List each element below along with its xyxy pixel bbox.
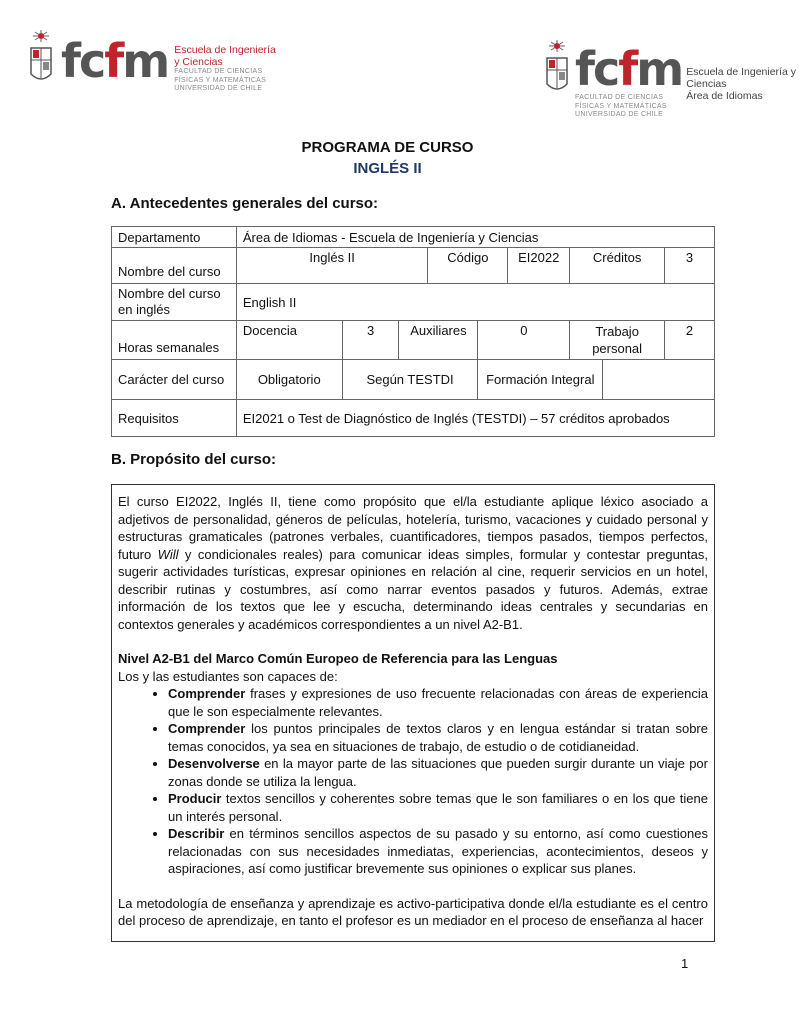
row-nombre-ingles [112,284,715,321]
faculty-line2: FÍSICAS Y MATEMÁTICAS [575,102,667,110]
label-docencia: Docencia [236,321,342,360]
value-codigo: EI2022 [508,248,570,284]
row-requisitos [112,400,715,437]
list-item: • Describir en términos sencillos aspectos de su pasado y su entorno, así como cuestiones relacionadas con sus necesidades inmediatas, experiencias, acontecimientos, deseos y aspiraciones, así como justificar brevemente sus opiniones o explicar sus planes. [168,825,708,878]
fcfm-wordmark: fcfm [61,34,169,88]
course-info-table [111,226,715,437]
university-crest-icon [27,28,55,92]
university-crest-icon [543,38,571,102]
value-formacion-integral: Formación Integral [478,360,603,400]
purpose-box [111,484,715,942]
methodology-paragraph: La metodología de enseñanza y aprendizaje es activo-participativa donde el/la estudiante es el centro del proceso de aprendizaje, en tanto el profesor es un mediador en el proceso de enseñanza al hacer [118,895,708,928]
right-logo [543,38,800,120]
value-nombre-ingles: English II [236,284,714,321]
value-obligatorio: Obligatorio [236,360,342,400]
section-b-heading: B. Propósito del curso: [111,451,277,468]
label-departamento: Departamento [112,227,237,248]
label-nombre-ingles: Nombre del curso en inglés [112,284,237,321]
label-horas: Horas semanales [112,321,237,360]
fcfm-wordmark: fcfm [575,42,683,96]
document-title: PROGRAMA DE CURSO [301,139,474,156]
faculty-line3: UNIVERSIDAD DE CHILE [575,111,664,118]
label-requisitos: Requisitos [112,400,237,437]
value-requisitos: EI2021 o Test de Diagnóstico de Inglés (TESTDI) – 57 créditos aprobados [236,400,714,437]
label-nombre: Nombre del curso [112,248,237,284]
section-a-heading: A. Antecedentes generales del curso: [111,195,379,212]
value-creditos: 3 [665,248,715,284]
row-nombre [112,248,715,284]
label-auxiliares: Auxiliares [399,321,478,360]
faculty-line1: FACULTAD DE CIENCIAS [575,94,664,101]
course-title: INGLÉS II [353,160,422,177]
row-horas [112,321,715,360]
value-segun-testdi: Según TESTDI [342,360,478,400]
school-name: Escuela de Ingeniería [174,44,276,56]
list-item: • Comprender los puntos principales de textos claros y en lengua estándar si tratan sobre temas conocidos, ya sea en situaciones de trabajo, de estudio o de cotidianeidad. [168,720,708,755]
row-caracter [112,360,715,400]
value-docencia: 3 [342,321,399,360]
value-trabajo-personal: 2 [665,321,715,360]
value-departamento: Área de Idiomas - Escuela de Ingeniería y Ciencias [236,227,714,248]
skills-list [118,685,708,878]
label-trabajo-personal: Trabajo personal [570,321,665,360]
left-logo [27,28,276,94]
label-creditos: Créditos [570,248,665,284]
level-intro: Los y las estudiantes son capaces de: [118,668,338,684]
purpose-paragraph: El curso EI2022, Inglés II, tiene como propósito que el/la estudiante aplique léxico asociado a adjetivos de personalidad, géneros de películas, hotelería, turismo, vacaciones y cuidado personal y estructuras gramaticales (patrones verbales, cuantificadores, tiempos pasados, tiempos perfectos, futuro Will y condicionales reales) para comunicar ideas simples, formular y contestar preguntas, sugerir actividades turísticas, expresar opiniones en relación al cine, requerir servicios en un hotel, describir rutinas y costumbres, así como narrar eventos pasados y futuros. Además, extrae información de los textos que lee y escucha, determinando ideas centrales y secundarias en contextos generales y académicos correspondientes a un nivel A2-B1. [118,494,708,632]
value-nombre: Inglés II [236,248,428,284]
school-name: Escuela de Ingeniería y Ciencias [686,66,796,90]
row-departamento [112,227,715,248]
label-codigo: Código [428,248,508,284]
page-number: 1 [681,956,689,971]
area-name: Área de Idiomas [686,90,763,102]
list-item: • Desenvolverse en la mayor parte de las situaciones que pueden surgir durante un viaje por zonas donde se utiliza la lengua. [168,755,708,790]
value-auxiliares: 0 [478,321,570,360]
list-item: • Producir textos sencillos y coherentes sobre temas que le son familiares o en los que tiene un interés personal. [168,790,708,825]
faculty-line2: FÍSICAS Y MATEMÁTICAS [174,76,267,84]
faculty-line1: FACULTAD DE CIENCIAS [174,68,263,75]
label-caracter: Carácter del curso [112,360,237,400]
empty-cell [603,360,715,400]
list-item: • Comprender frases y expresiones de uso frecuente relacionadas con áreas de experiencia que le son especialmente relevantes. [168,685,708,720]
level-heading: Nivel A2-B1 del Marco Común Europeo de Referencia para las Lenguas [118,651,558,666]
school-name-line2: y Ciencias [174,56,223,68]
faculty-line3: UNIVERSIDAD DE CHILE [174,85,263,92]
